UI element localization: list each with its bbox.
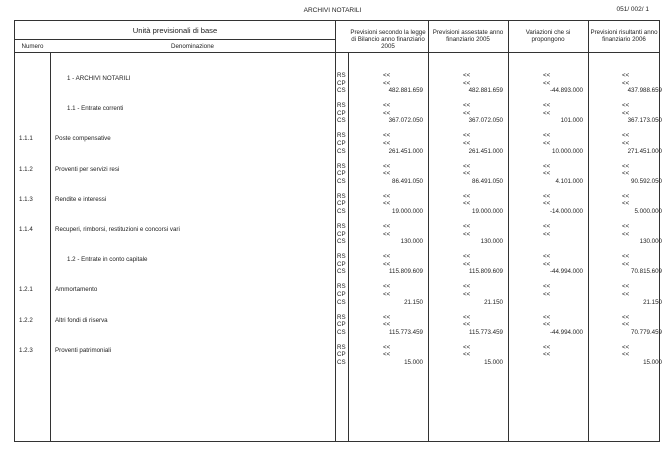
row-code: CS xyxy=(337,268,346,276)
row-value: << xyxy=(622,223,630,230)
row-value: << xyxy=(383,79,391,87)
row-value: << xyxy=(622,109,630,117)
row-code: CS xyxy=(337,238,346,246)
row-value: << xyxy=(622,102,630,110)
row-numero: 1.1.4 xyxy=(19,226,33,233)
row-denominazione: 1.2 - Entrate in conto capitale xyxy=(67,256,148,264)
row-numero: 1.2.3 xyxy=(19,346,33,354)
row-code: CP xyxy=(337,291,346,298)
row-value: << xyxy=(622,313,630,321)
row-value: << xyxy=(543,291,551,298)
row-numero: 1.2.2 xyxy=(19,316,33,324)
row-code: RS xyxy=(337,253,346,261)
row-value: << xyxy=(543,253,551,261)
row-value: << xyxy=(622,291,630,298)
row-value: 21.150 xyxy=(484,298,503,306)
row-value: << xyxy=(622,132,630,140)
page-reference: 051/ 002/ 1 xyxy=(616,6,649,13)
row-code: CP xyxy=(337,140,346,147)
row-code: CP xyxy=(337,260,346,268)
row-value: 15.000 xyxy=(643,359,662,366)
row-value: 115.809.609 xyxy=(469,268,503,276)
col3-header: Variazioni che si propongono xyxy=(525,29,571,44)
row-code: RS xyxy=(337,223,346,230)
row-code: CS xyxy=(337,298,346,306)
row-value: << xyxy=(622,253,630,261)
row-value: << xyxy=(622,72,630,79)
row-code: RS xyxy=(337,132,346,140)
row-code: CP xyxy=(337,170,346,178)
row-value: << xyxy=(463,200,471,208)
row-value: << xyxy=(383,321,391,329)
row-value: 70.779.459 xyxy=(631,328,662,336)
col1-header: Previsioni secondo la legge di Bilancio anno finanziario 2005 xyxy=(350,29,426,51)
row-value: << xyxy=(383,140,391,147)
row-value: 367.072.050 xyxy=(468,117,503,125)
col2-divider xyxy=(508,21,509,441)
row-numero: 1.2.1 xyxy=(19,286,33,294)
row-value: << xyxy=(383,260,391,268)
row-value: 437.988.659 xyxy=(627,87,662,95)
row-code: CP xyxy=(337,109,346,117)
row-denominazione: Poste compensative xyxy=(55,135,111,143)
row-value: -44.994.000 xyxy=(549,268,583,276)
row-code: RS xyxy=(337,102,346,110)
row-value: 261.451.000 xyxy=(388,147,423,155)
row-value: -44.893.000 xyxy=(549,87,583,95)
row-code: CP xyxy=(337,79,346,87)
row-value: << xyxy=(383,170,391,178)
row-value: 271.451.000 xyxy=(627,147,662,155)
row-value: 130.000 xyxy=(639,238,662,246)
row-value: 21.150 xyxy=(643,298,662,306)
row-value: 15.000 xyxy=(404,359,423,366)
row-value: 19.000.000 xyxy=(392,208,423,215)
row-value: << xyxy=(463,283,471,291)
row-value: << xyxy=(622,200,630,208)
row-value: 482.881.659 xyxy=(468,87,503,95)
row-code: CP xyxy=(337,321,346,329)
row-value: << xyxy=(463,351,471,359)
row-value: 115.809.609 xyxy=(389,268,423,276)
col4-header: Previsioni risultanti anno finanziario 2006 xyxy=(590,29,658,44)
row-value: << xyxy=(622,321,630,329)
row-code: CS xyxy=(337,147,346,155)
row-value: 86.491.050 xyxy=(392,177,423,185)
row-numero: 1.1.2 xyxy=(19,165,33,173)
row-code: CS xyxy=(337,328,346,336)
row-value: 367.173.050 xyxy=(627,117,662,125)
row-value: << xyxy=(622,260,630,268)
row-value: << xyxy=(622,351,630,359)
row-value: << xyxy=(463,260,471,268)
row-value: << xyxy=(543,283,551,291)
row-code: RS xyxy=(337,283,346,291)
row-code: RS xyxy=(337,192,346,200)
row-value: << xyxy=(463,291,471,298)
row-value: << xyxy=(383,223,391,230)
row-code: CS xyxy=(337,87,346,95)
row-value: 367.072.050 xyxy=(388,117,423,125)
budget-table xyxy=(14,20,660,442)
row-value: << xyxy=(383,313,391,321)
row-value: << xyxy=(463,140,471,147)
row-value: << xyxy=(463,192,471,200)
row-code: RS xyxy=(337,162,346,170)
row-value: << xyxy=(463,230,471,238)
row-value: << xyxy=(622,162,630,170)
row-code: RS xyxy=(337,313,346,321)
row-denominazione: 1.1 - Entrate correnti xyxy=(67,105,124,113)
row-value: 4.101.000 xyxy=(555,177,583,185)
row-value: << xyxy=(543,132,551,140)
codes-divider xyxy=(348,52,349,441)
row-value: 10.000.000 xyxy=(552,147,583,155)
row-value: << xyxy=(463,170,471,178)
row-value: -14.000.000 xyxy=(549,208,583,215)
row-denominazione: Rendite e interessi xyxy=(55,195,107,203)
row-code: CP xyxy=(337,351,346,359)
row-value: 115.773.459 xyxy=(389,328,423,336)
row-value: << xyxy=(622,343,630,351)
row-value: << xyxy=(622,192,630,200)
row-value: 261.451.000 xyxy=(468,147,503,155)
row-code: CP xyxy=(337,200,346,208)
row-value: 21.150 xyxy=(404,298,423,306)
row-value: << xyxy=(383,102,391,110)
row-numero: 1.1.1 xyxy=(19,135,33,143)
row-value: << xyxy=(463,102,471,110)
row-value: << xyxy=(463,162,471,170)
row-code: CP xyxy=(337,230,346,238)
row-value: << xyxy=(463,253,471,261)
row-value: << xyxy=(543,343,551,351)
row-value: << xyxy=(383,200,391,208)
col1-divider xyxy=(428,21,429,441)
row-denominazione: Proventi per servizi resi xyxy=(55,165,120,173)
row-value: 86.491.050 xyxy=(472,177,503,185)
row-value: 70.815.609 xyxy=(631,268,662,276)
row-value: << xyxy=(383,351,391,359)
numero-header: Numero xyxy=(21,43,44,50)
row-value: << xyxy=(383,109,391,117)
row-code: RS xyxy=(337,72,346,79)
row-denominazione: Proventi patrimoniali xyxy=(55,346,112,354)
row-value: 115.773.459 xyxy=(469,328,503,336)
row-denominazione: Altri fondi di riserva xyxy=(55,316,108,324)
row-value: << xyxy=(383,192,391,200)
row-value: << xyxy=(463,109,471,117)
row-value: << xyxy=(543,200,551,208)
row-value: 5.000.000 xyxy=(634,208,662,215)
row-value: << xyxy=(543,72,551,79)
row-value: << xyxy=(463,223,471,230)
row-value: << xyxy=(463,313,471,321)
row-value: << xyxy=(622,79,630,87)
subheader-divider xyxy=(15,39,335,40)
row-value: << xyxy=(383,230,391,238)
row-value: << xyxy=(543,351,551,359)
row-denominazione: 1 - ARCHIVI NOTARILI xyxy=(67,75,131,82)
row-value: << xyxy=(463,343,471,351)
row-value: 101.000 xyxy=(560,117,583,125)
row-value: << xyxy=(463,321,471,329)
row-value: << xyxy=(543,321,551,329)
row-value: << xyxy=(622,283,630,291)
row-code: CS xyxy=(337,359,346,366)
col2-header: Previsioni assestate anno finanziario 2005 xyxy=(432,29,504,44)
row-value: << xyxy=(383,162,391,170)
row-value: 19.000.000 xyxy=(472,208,503,215)
denominazione-divider xyxy=(335,21,336,441)
row-value: << xyxy=(543,223,551,230)
col3-divider xyxy=(588,21,589,441)
row-value: 90.592.050 xyxy=(631,177,662,185)
row-code: CS xyxy=(337,177,346,185)
row-code: CS xyxy=(337,208,346,215)
row-value: 130.000 xyxy=(400,238,423,246)
row-denominazione: Ammortamento xyxy=(55,286,98,294)
row-value: -44.994.000 xyxy=(549,328,583,336)
row-value: << xyxy=(543,140,551,147)
row-value: << xyxy=(543,230,551,238)
row-value: 130.000 xyxy=(480,238,503,246)
row-value: << xyxy=(622,170,630,178)
row-value: << xyxy=(463,79,471,87)
denominazione-header: Denominazione xyxy=(171,43,214,50)
row-value: << xyxy=(543,170,551,178)
row-value: << xyxy=(463,132,471,140)
row-value: << xyxy=(383,283,391,291)
row-value: 15.000 xyxy=(484,359,503,366)
row-code: RS xyxy=(337,343,346,351)
row-value: << xyxy=(383,291,391,298)
row-value: << xyxy=(543,79,551,87)
row-value: 482.881.659 xyxy=(388,87,423,95)
row-value: << xyxy=(543,102,551,110)
row-value: << xyxy=(543,313,551,321)
document-title: ARCHIVI NOTARILI xyxy=(303,7,362,14)
row-value: << xyxy=(383,72,391,79)
header-divider xyxy=(15,52,659,53)
unita-header: Unità previsionali di base xyxy=(132,26,218,35)
row-value: << xyxy=(383,343,391,351)
row-value: << xyxy=(622,230,630,238)
row-value: << xyxy=(622,140,630,147)
row-code: CS xyxy=(337,117,346,125)
row-value: << xyxy=(543,192,551,200)
row-numero: 1.1.3 xyxy=(19,195,33,203)
row-value: << xyxy=(383,132,391,140)
row-value: << xyxy=(463,72,471,79)
row-value: << xyxy=(543,109,551,117)
row-value: << xyxy=(543,260,551,268)
numero-divider xyxy=(50,52,51,441)
row-denominazione: Recuperi, rimborsi, restituzioni e concorsi vari xyxy=(55,226,180,233)
row-value: << xyxy=(383,253,391,261)
row-value: << xyxy=(543,162,551,170)
